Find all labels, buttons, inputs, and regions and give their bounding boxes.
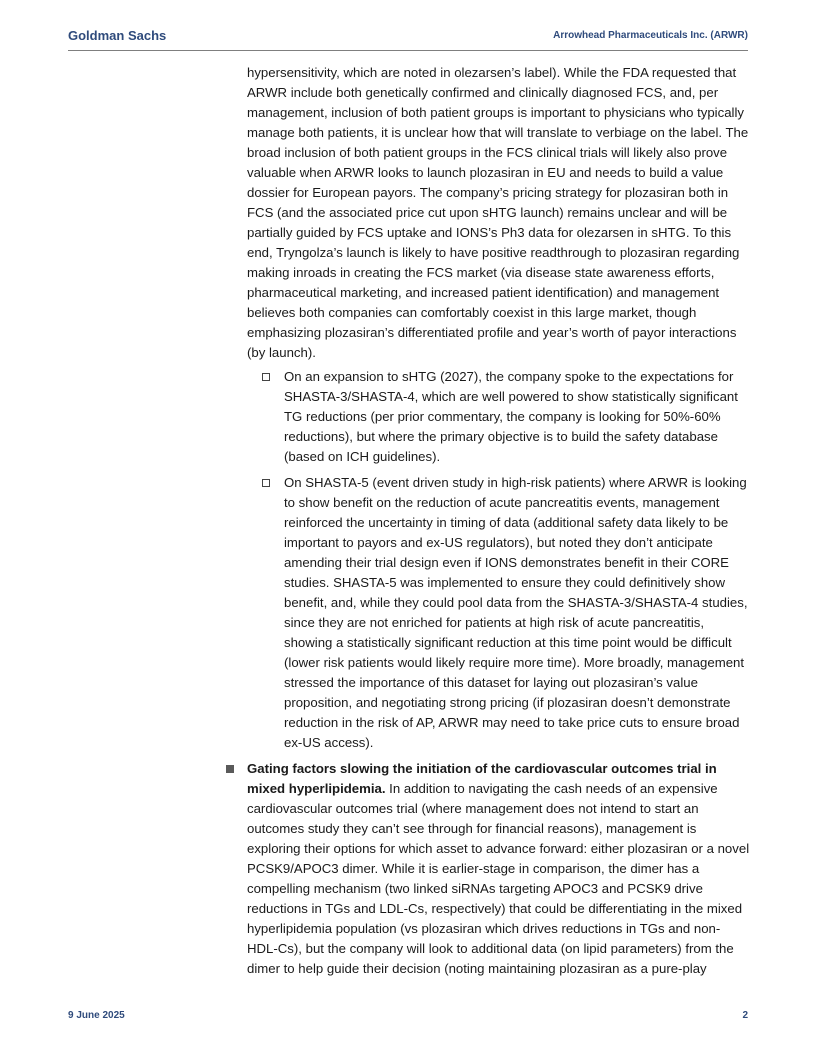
- bullet-lead-heading: Gating factors slowing the initiation of the cardiovascular outcomes trial in mixed hyperlipidemia.: [247, 761, 717, 796]
- company-name: Arrowhead Pharmaceuticals Inc. (ARWR): [553, 30, 748, 41]
- sub-bullet-shasta-5: [247, 473, 750, 753]
- hollow-square-bullet-icon: [262, 373, 270, 381]
- sub-bullet-text: On SHASTA-5 (event driven study in high-risk patients) where ARWR is looking to show benefit on the reduction of acute pancreatitis events, management reinforced the uncertainty in timing of data (additional safety data likely to be important to payors and ex-US regulators), but noted they don’t anticipate amending their trial design even if IONS demonstrates benefit in their CORE studies. SHASTA-5 was implemented to ensure they could definitively show benefit, and, while they could pool data from the SHASTA-3/SHASTA-4 studies, since they are not enriched for patients at high risk of acute pancreatitis, showing a statistically significant reduction at this time point would be difficult (lower risk patients would likely require more time). More broadly, management stressed the importance of this dataset for laying out plozasiran’s value proposition, and negotiating strong pricing (if plozasiran doesn’t demonstrate reduction in the risk of AP, ARWR may need to take price cuts to ensure broad ex-US access).: [284, 475, 748, 750]
- report-body: [247, 63, 750, 979]
- body-paragraph: hypersensitivity, which are noted in olezarsen’s label). While the FDA requested that ARWR include both genetically confirmed and clinically diagnosed FCS, and, per management, inclusion of both patient groups is important to physicians who typically manage both patients, it is unclear how that will translate to verbiage on the label. The broad inclusion of both patient groups in the FCS clinical trials will likely also prove valuable when ARWR looks to launch plozasiran in EU and needs to build a value dossier for European payors. The company’s pricing strategy for plozasiran both in FCS (and the associated price cut upon sHTG launch) remains unclear and will be partially guided by FCS uptake and IONS’s Ph3 data for olezarsen in sHTG. To this end, Tryngolza’s launch is likely to have positive readthrough to plozasiran regarding making inroads in creating the FCS market (via disease state awareness efforts, pharmaceutical marketing, and increased patient identification) and management believes both companies can comfortably coexist in this large market, though emphasizing plozasiran’s differentiated profile and year’s worth of payor interactions (by launch).: [247, 65, 749, 360]
- main-bullet-gating-factors: [247, 759, 750, 979]
- sub-bullet-shasta-3-4: [247, 367, 750, 467]
- page-header: [68, 28, 748, 51]
- sub-bullet-text: On an expansion to sHTG (2027), the company spoke to the expectations for SHASTA-3/SHASTA-4, which are well powered to show statistically significant TG reductions (per prior commentary, the company is looking for 50%-60% reductions), but where the primary objective is to build the safety database (based on ICH guidelines).: [284, 369, 738, 464]
- footer-date: 9 June 2025: [68, 1010, 125, 1021]
- hollow-square-bullet-icon: [262, 479, 270, 487]
- bullet-text: In addition to navigating the cash needs of an expensive cardiovascular outcomes trial (where management does not intend to start an outcomes study they can’t see through for financial reasons), management is exploring their options for which asset to advance forward: either plozasiran or a novel PCSK9/APOC3 dimer. While it is earlier-stage in comparison, the dimer has a compelling mechanism (two linked siRNAs targeting APOC3 and PCSK9 drive reductions in TGs and LDL-Cs, respectively) that could be differentiating in the mixed hyperlipidemia population (vs plozasiran which drives reductions in TGs and non-HDL-Cs), but the company will look to additional data (on lipid parameters) from the dimer to help guide their decision (noting maintaining plozasiran as a pure-play: [247, 781, 750, 976]
- page-number: 2: [742, 1010, 748, 1021]
- filled-square-bullet-icon: [226, 765, 234, 773]
- brand-name: Goldman Sachs: [68, 28, 167, 43]
